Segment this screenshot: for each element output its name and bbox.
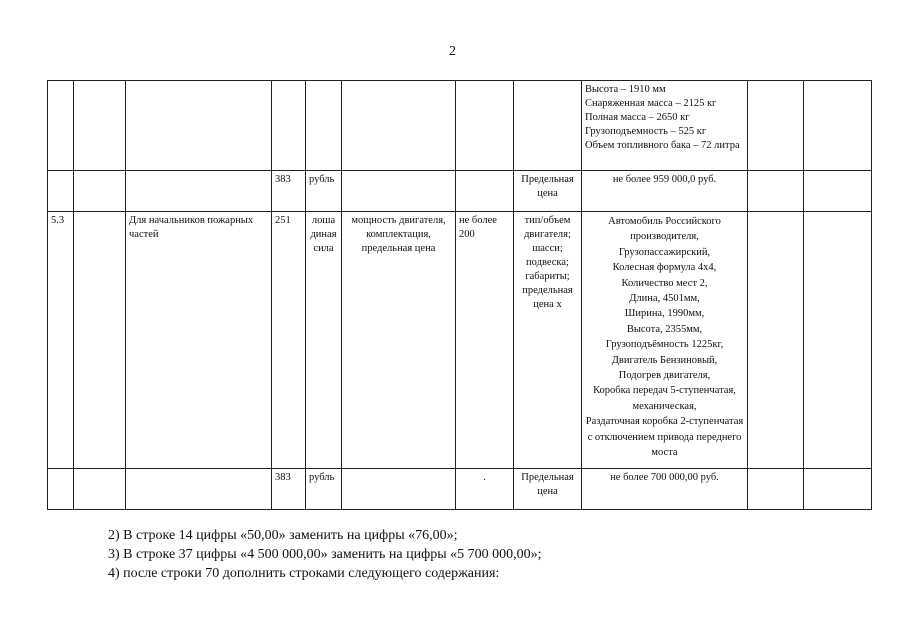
cell-empty: [74, 81, 126, 171]
cell-empty: [342, 469, 456, 510]
cell-price: не более 700 000,00 руб.: [582, 469, 748, 510]
amendment-item: 4) после строки 70 дополнить строками следующего содержания:: [108, 566, 500, 581]
cell-unit: рубль: [306, 469, 342, 510]
amendment-item: 3) В строке 37 цифры «4 500 000,00» заменить на цифры «5 700 000,00»;: [108, 547, 542, 562]
cell-empty: [804, 212, 872, 469]
cell-param: Предельная цена: [514, 469, 582, 510]
table-row-price-1: [48, 171, 872, 212]
table-row-5-3: [48, 212, 872, 469]
cell-okei-code: 251: [272, 212, 306, 469]
cell-empty: [74, 171, 126, 212]
specification-table: [47, 80, 872, 510]
cell-empty: [126, 81, 272, 171]
cell-empty: [514, 81, 582, 171]
cell-empty: [804, 81, 872, 171]
cell-limit: не более 200: [456, 212, 514, 469]
cell-empty: [126, 469, 272, 510]
amendment-list: [108, 526, 542, 583]
cell-empty: [804, 469, 872, 510]
cell-unit: рубль: [306, 171, 342, 212]
cell-unit: лоша диная сила: [306, 212, 342, 469]
cell-row-number: 5.3: [48, 212, 74, 469]
cell-empty: [456, 81, 514, 171]
cell-empty: [342, 171, 456, 212]
cell-param: Предельная цена: [514, 171, 582, 212]
cell-empty: [748, 212, 804, 469]
cell-price: не более 959 000,0 руб.: [582, 171, 748, 212]
cell-empty: [306, 81, 342, 171]
cell-empty: [748, 81, 804, 171]
cell-spec-top: Высота – 1910 мм Снаряженная масса – 2125 кг Полная масса – 2650 кг Грузоподъемность – 525 кг Объем топливного бака – 72 литра: [582, 81, 748, 171]
page-number: 2: [449, 44, 456, 59]
cell-empty: [272, 81, 306, 171]
cell-empty: [804, 171, 872, 212]
cell-spec: Автомобиль Российского производителя, Грузопассажирский, Колесная формула 4х4, Количество мест 2, Длина, 4501мм, Ширина, 1990мм, Высота, 2355мм, Грузоподъёмность 1225кг, Двигатель Бензиновый, Подогрев двигателя, Коробка передач 5-ступенчатая, механическая, Раздаточная коробка 2-ступенчатая с отключением привода переднего моста: [582, 212, 748, 469]
cell-param: тип/объем двигателя; шасси; подвеска; габариты; предельная цена х: [514, 212, 582, 469]
cell-empty: [126, 171, 272, 212]
cell-characteristic: мощность двигателя, комплектация, предельная цена: [342, 212, 456, 469]
table-row-top: [48, 81, 872, 171]
cell-empty: [74, 469, 126, 510]
cell-empty: [748, 469, 804, 510]
cell-empty: [48, 81, 74, 171]
cell-empty: [74, 212, 126, 469]
cell-empty: [748, 171, 804, 212]
cell-dot: .: [456, 469, 514, 510]
cell-empty: [48, 469, 74, 510]
cell-empty: [48, 171, 74, 212]
cell-empty: [342, 81, 456, 171]
cell-name: Для начальников пожарных частей: [126, 212, 272, 469]
cell-empty: [456, 171, 514, 212]
table-row-price-2: [48, 469, 872, 510]
cell-okei-code: 383: [272, 469, 306, 510]
amendment-item: 2) В строке 14 цифры «50,00» заменить на цифры «76,00»;: [108, 528, 458, 543]
cell-okei-code: 383: [272, 171, 306, 212]
